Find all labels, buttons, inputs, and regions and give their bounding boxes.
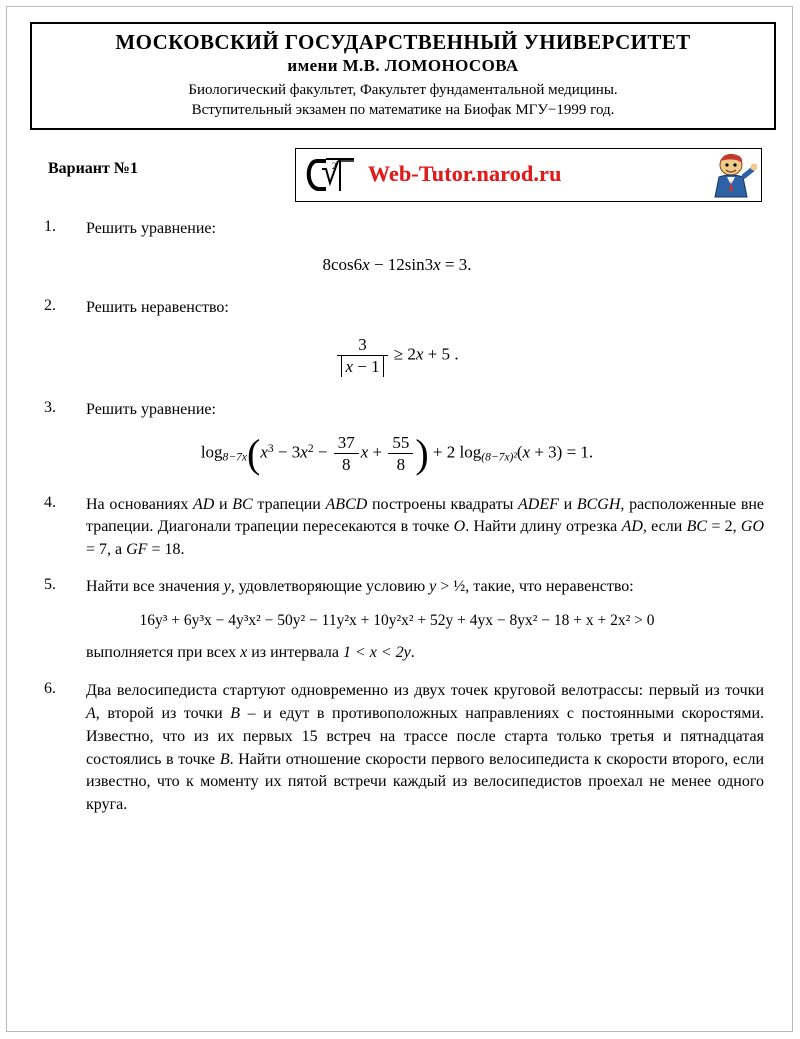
problem-3-formula [30,432,764,476]
problem-3-number: 3. [44,399,56,417]
f3-frac1 [334,432,359,476]
problem-3 [30,399,764,475]
problem-1-formula [30,255,764,275]
f3-t4: x [360,442,369,462]
problem-2-text: Решить неравенство: [86,299,229,317]
problem-2-formula [30,334,764,378]
variant-label: Вариант №1 [48,160,138,178]
banner-text: Web-Tutor.narod.ru [368,161,562,187]
problem-list [30,218,764,816]
f1-v1: x [362,255,370,275]
svg-text:2: 2 [332,161,337,172]
f2-dot: . [454,344,459,364]
f3-t7: x [522,442,531,462]
exam-line: Вступительный экзамен по математике на Биофак МГУ−1999 год. [191,101,615,118]
problem-1-text: Решить уравнение: [86,220,216,238]
website-banner[interactable] [295,148,762,202]
f1-p2: − 12sin3 [369,255,434,275]
cartoon-man-icon [705,151,757,199]
f3-frac1-den: 8 [341,455,351,475]
integral-sqrt-logo-icon [302,153,360,197]
f3-log1-sub: 8−7x [222,450,248,464]
f3-open-paren: ( [247,430,261,476]
problem-5 [30,576,764,663]
f3-t9: = 1 [562,442,589,462]
f3-t6: + 2 log [428,442,482,462]
f2-fraction [337,334,387,378]
f3-dot: . [588,442,594,462]
f3-t5: + [368,442,387,462]
variant-banner-row [30,148,776,204]
f2-numerator: 3 [337,334,387,356]
f3-log1: log [200,442,223,462]
university-name-line1: МОСКОВСКИЙ ГОСУДАРСТВЕННЫЙ УНИВЕРСИТЕТ [115,30,691,54]
problem-1 [30,218,764,275]
problem-4 [30,494,764,572]
f2-denominator [337,356,387,377]
f2-rel-var: x [415,344,424,364]
document-header [30,22,776,130]
f3-frac2-num: 55 [388,432,413,454]
f1-v2: x [433,255,441,275]
faculty-line: Биологический факультет, Факультет фундаментальной медицины. [188,82,618,99]
f3-t1s: 3 [267,441,274,455]
problem-5-number: 5. [44,575,56,593]
f2-rel: ≥ 2 [393,344,416,364]
f3-log2-sub: (8−7x)² [481,450,517,464]
f3-t2v: x [300,442,308,462]
f3-open2: ( [516,442,523,462]
f3-t2s: 2 [307,441,314,455]
f1-p3: = 3 [440,255,468,275]
f2-den-var: x [345,357,353,377]
f2-den-rest: − 1 [352,357,380,377]
problem-6 [30,680,764,816]
f3-t3: − [313,442,332,462]
problem-5-text: Найти все значения y, удовлетворяющие условию y > ½, такие, что неравенство: [86,577,634,595]
f3-t8: + 3 [530,442,557,462]
problem-5-formula: 16y³ + 6y³x − 4y³x² − 50y² − 11y²x + 10y²x² + 52y + 4yx − 8yx² − 18 + x + 2x² > 0 [139,612,655,630]
problem-6-text: Два велосипедиста стартуют одновременно из двух точек круговой велотрассы: первый из точки A, второй из точки B – и едут в противоположных направлениях с постоянными скоростями. Известно, что из их первых 15 встреч на трассе после старта только третья и пятнадцатая состоялись в точке B. Найти отношение скорости первого велосипедиста к скорости второго, если известно, что к моменту их пятой встречи каждый из велосипедистов проехал не менее одного круга. [86,682,764,814]
university-name-line2: имени М.В. ЛОМОНОСОВА [287,56,519,76]
f3-frac2 [388,432,413,476]
problem-1-number: 1. [44,218,56,236]
problem-5-tail: выполняется при всех x из интервала 1 < x < 2y. [86,644,415,662]
problem-2-number: 2. [44,297,56,315]
problem-2 [30,297,764,377]
f3-close-paren: ) [415,430,429,476]
problem-3-text: Решить уравнение: [86,401,216,419]
f3-frac2-den: 8 [396,455,406,475]
problem-4-text: На основаниях AD и BC трапеции ABCD построены квадраты ADEF и BCGH, расположенные вне трапеции. Диагонали трапеции пересекаются в точке O. Найти длину отрезка AD, если BC = 2, GO = 7, а GF = 18. [86,495,765,558]
f1-dot: . [467,255,472,275]
f3-close2: ) [556,442,563,462]
f3-t2: − 3 [273,442,301,462]
f2-rel-rest: + 5 [423,344,451,364]
f1-p1: 8cos6 [322,255,363,275]
problem-4-number: 4. [44,493,56,511]
f3-frac1-num: 37 [334,432,359,454]
f3-t1: x [260,442,268,462]
problem-6-number: 6. [44,680,56,698]
